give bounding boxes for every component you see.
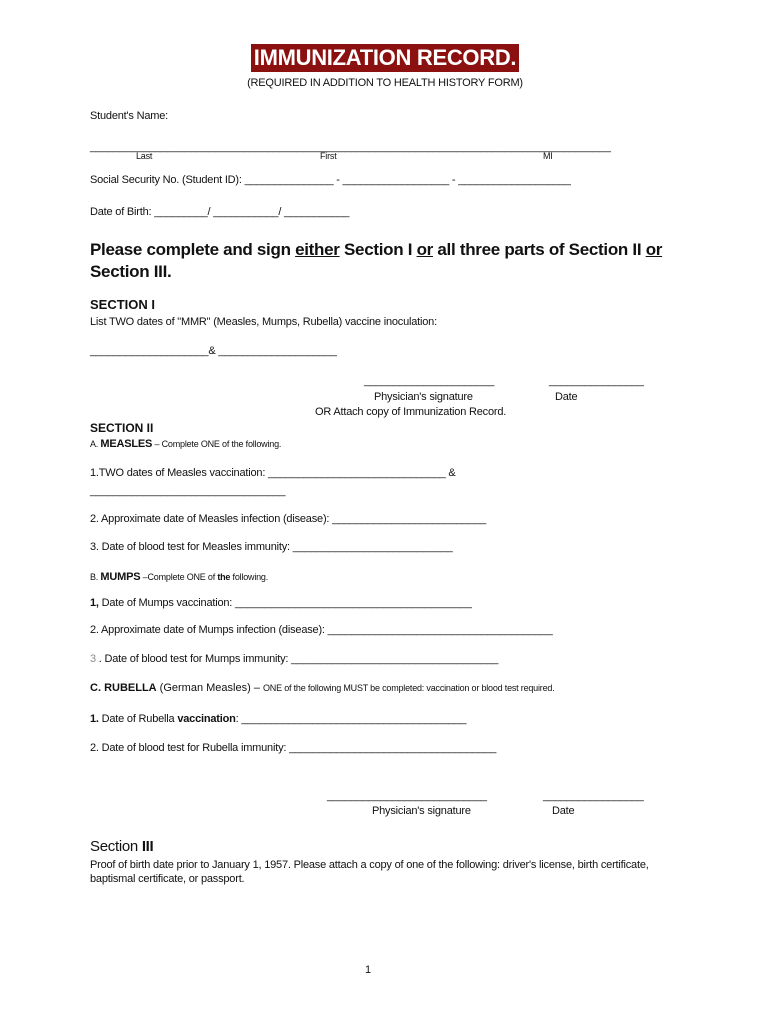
title-block: [0, 44, 770, 72]
attach-record-note: OR Attach copy of Immunization Record.: [315, 406, 507, 418]
measles-blood-test-field[interactable]: 3. Date of blood test for Measles immunity: ___________________________: [90, 541, 453, 553]
section-2-signature-line[interactable]: ___________________________: [327, 790, 487, 802]
section-3-text-line-1: Proof of birth date prior to January 1, 1957. Please attach a copy of one of the following: driver's license, birth certificate,: [90, 859, 649, 871]
measles-vaccination-dates-field[interactable]: 1.TWO dates of Measles vaccination: ______________________________ &: [90, 467, 456, 479]
section-3-text-line-2: baptismal certificate, or passport.: [90, 873, 245, 885]
instructions-line-1: Please complete and sign either Section I or all three parts of Section II or: [90, 240, 663, 259]
student-name-label: Student's Name:: [90, 110, 168, 122]
rubella-vaccination-field[interactable]: 1. Date of Rubella vaccination: ______________________________________: [90, 713, 467, 725]
section-2-date-label: Date: [552, 805, 575, 817]
mumps-blood-test-field[interactable]: 3 . Date of blood test for Mumps immunity: ___________________________________: [90, 653, 499, 665]
section-1-heading: SECTION I: [90, 297, 156, 312]
section-1-instruction: List TWO dates of "MMR" (Measles, Mumps, Rubella) vaccine inoculation:: [90, 316, 437, 328]
measles-vaccination-dates-continued[interactable]: _________________________________: [90, 485, 286, 497]
page-title: IMMUNIZATION RECORD.: [251, 44, 519, 72]
mumps-vaccination-field[interactable]: 1, Date of Mumps vaccination: ________________________________________: [90, 597, 472, 609]
mumps-infection-date-field[interactable]: 2. Approximate date of Mumps infection (disease): ______________________________________: [90, 624, 553, 636]
section-2-signature-label: Physician's signature: [372, 805, 471, 817]
measles-subheading: A. MEASLES – Complete ONE of the following.: [90, 438, 282, 450]
measles-infection-date-field[interactable]: 2. Approximate date of Measles infection (disease): __________________________: [90, 513, 486, 525]
mmr-dates-field[interactable]: ____________________& ____________________: [90, 345, 337, 357]
page-subtitle: (REQUIRED IN ADDITION TO HEALTH HISTORY FORM): [247, 77, 523, 89]
instructions-line-2: Section III.: [90, 262, 172, 281]
rubella-blood-test-field[interactable]: 2. Date of blood test for Rubella immunity: ___________________________________: [90, 742, 497, 754]
section-1-date-label: Date: [555, 391, 578, 403]
section-1-signature-line[interactable]: ______________________: [364, 375, 495, 387]
section-1-signature-label: Physician's signature: [374, 391, 473, 403]
middle-initial-label: MI: [543, 151, 553, 161]
rubella-subheading: C. RUBELLA (German Measles) – ONE of the following MUST be completed: vaccination or blood test required.: [90, 682, 555, 694]
date-of-birth-field[interactable]: Date of Birth: _________/ ___________/ ___________: [90, 206, 350, 218]
mumps-subheading: B. MUMPS –Complete ONE of the following.: [90, 571, 269, 583]
page-number: 1: [365, 964, 371, 976]
section-2-date-line[interactable]: _________________: [543, 790, 644, 802]
section-2-heading: SECTION II: [90, 421, 154, 435]
section-1-date-line[interactable]: ________________: [549, 375, 644, 387]
student-name-line[interactable]: ________________________________________________________________________________________: [90, 141, 611, 153]
ssn-field[interactable]: Social Security No. (Student ID): _______________ - __________________ - ___________________: [90, 174, 571, 186]
section-3-heading: Section III: [90, 838, 154, 855]
first-name-label: First: [320, 151, 337, 161]
last-name-label: Last: [136, 151, 153, 161]
